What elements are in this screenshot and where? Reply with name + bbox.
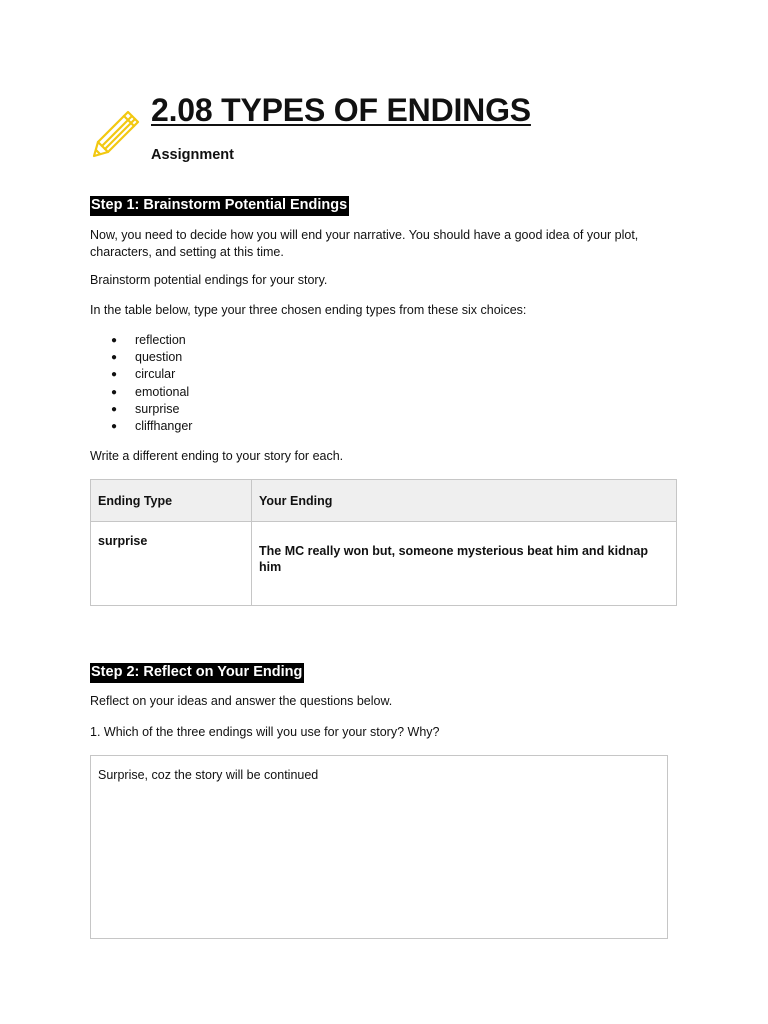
ending-type-cell[interactable]: surprise bbox=[91, 522, 252, 606]
ending-choices-list bbox=[111, 332, 192, 435]
step2-intro: Reflect on your ideas and answer the questions below. bbox=[90, 694, 393, 708]
step1-heading: Step 1: Brainstorm Potential Endings bbox=[90, 196, 349, 216]
table-header-row bbox=[91, 480, 677, 522]
ending-text-cell[interactable]: The MC really won but, someone mysterious beat him and kidnap him bbox=[252, 522, 677, 606]
pencil-icon bbox=[88, 104, 144, 160]
list-item: ● question bbox=[111, 349, 192, 366]
list-item: ● circular bbox=[111, 366, 192, 383]
step1-instruction: In the table below, type your three chosen ending types from these six choices: bbox=[90, 303, 527, 317]
bullet-icon: ● bbox=[111, 421, 118, 433]
list-item: ● reflection bbox=[111, 332, 192, 349]
step1-brainstorm: Brainstorm potential endings for your story. bbox=[90, 273, 328, 287]
step1-write-instruction: Write a different ending to your story for each. bbox=[90, 449, 344, 463]
bullet-icon: ● bbox=[111, 403, 118, 415]
list-item: ● surprise bbox=[111, 401, 192, 418]
page-subtitle: Assignment bbox=[151, 147, 234, 163]
page-title: 2.08 TYPES OF ENDINGS bbox=[151, 92, 531, 128]
bullet-icon: ● bbox=[111, 369, 118, 381]
step2-heading: Step 2: Reflect on Your Ending bbox=[90, 663, 304, 683]
step1-intro: Now, you need to decide how you will end your narrative. You should have a good idea of your plot, characters, and setting at this time. bbox=[90, 228, 639, 259]
answer-1-box[interactable] bbox=[90, 755, 668, 939]
bullet-icon: ● bbox=[111, 386, 118, 398]
answer-1-text: Surprise, coz the story will be continued bbox=[98, 768, 319, 782]
endings-table bbox=[90, 479, 677, 606]
list-item: ● cliffhanger bbox=[111, 418, 192, 435]
question-1: 1. Which of the three endings will you use for your story? Why? bbox=[90, 725, 440, 739]
bullet-icon: ● bbox=[111, 335, 118, 346]
list-item: ● emotional bbox=[111, 384, 192, 401]
header-ending-type: Ending Type bbox=[91, 480, 252, 522]
bullet-icon: ● bbox=[111, 352, 118, 364]
header-your-ending: Your Ending bbox=[252, 480, 677, 522]
table-row bbox=[91, 522, 677, 606]
